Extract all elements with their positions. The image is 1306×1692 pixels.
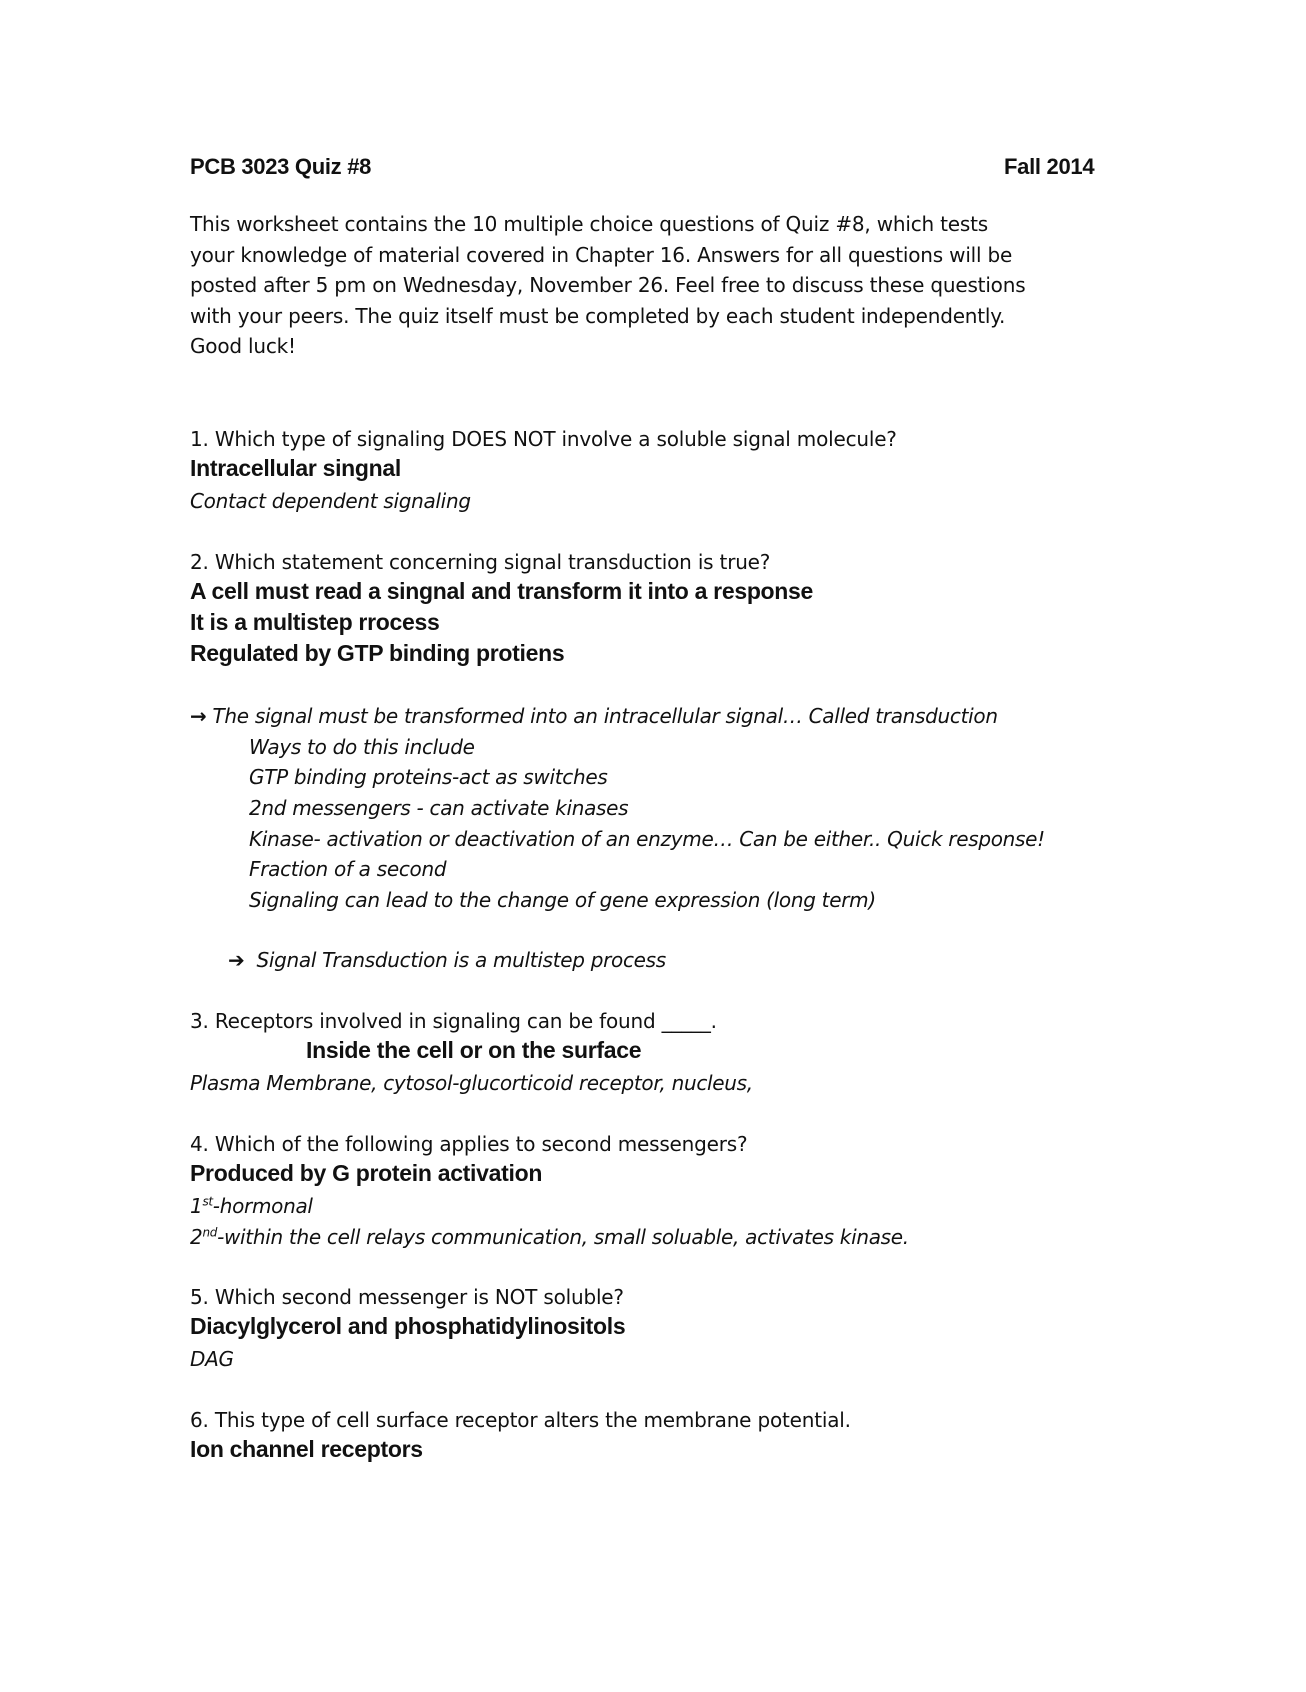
answer-text: Inside the cell or on the surface: [306, 1037, 642, 1063]
answer-text: Diacylglycerol and phosphatidylinositols: [190, 1313, 626, 1339]
note-text: The signal must be transformed into an intracellular signal… Called transduction: [212, 704, 998, 728]
question-text: 4. Which of the following applies to second messengers?: [190, 1132, 748, 1156]
question-text: 2. Which statement concerning signal transduction is true?: [190, 550, 771, 574]
arrow-icon: ➔: [228, 948, 245, 972]
answer-text: It is a multistep rrocess: [190, 609, 440, 635]
note-text: -hormonal: [212, 1194, 313, 1218]
answer-note: Plasma Membrane, cytosol-glucorticoid receptor, nucleus,: [190, 1071, 753, 1095]
answer-text: Ion channel receptors: [190, 1436, 423, 1462]
intro-line: Good luck!: [190, 334, 296, 358]
note-item: 2nd messengers - can activate kinases: [249, 796, 629, 820]
note-item: Signaling can lead to the change of gene expression (long term): [249, 888, 876, 912]
term-label: Fall 2014: [1004, 154, 1095, 179]
answer-note: [190, 704, 998, 728]
ordinal-suffix: nd: [202, 1225, 218, 1240]
answer-note: [190, 1194, 313, 1218]
answer-note: [228, 948, 666, 972]
ordinal-number: 1: [190, 1194, 203, 1218]
question-text: 5. Which second messenger is NOT soluble?: [190, 1285, 624, 1309]
ordinal-suffix: st: [202, 1194, 213, 1209]
note-item: Fraction of a second: [249, 857, 447, 881]
arrow-icon: →: [190, 704, 207, 728]
intro-line: posted after 5 pm on Wednesday, November 26. Feel free to discuss these questions: [190, 273, 1026, 297]
intro-line: with your peers. The quiz itself must be completed by each student independently.: [190, 304, 1006, 328]
intro-line: your knowledge of material covered in Chapter 16. Answers for all questions will be: [190, 243, 1013, 267]
answer-text: Regulated by GTP binding protiens: [190, 640, 565, 666]
course-title: PCB 3023 Quiz #8: [190, 154, 372, 179]
answer-text: Intracellular singnal: [190, 455, 401, 481]
answer-note: Contact dependent signaling: [190, 489, 471, 513]
note-item: Kinase- activation or deactivation of an enzyme… Can be either.. Quick response!: [249, 827, 1045, 851]
ordinal-number: 2: [190, 1225, 203, 1249]
answer-text: A cell must read a singnal and transform it into a response: [190, 578, 814, 604]
note-item: GTP binding proteins-act as switches: [249, 765, 608, 789]
answer-text: Produced by G protein activation: [190, 1160, 543, 1186]
intro-line: This worksheet contains the 10 multiple choice questions of Quiz #8, which tests: [190, 212, 988, 236]
note-item: Ways to do this include: [249, 735, 475, 759]
question-text: 1. Which type of signaling DOES NOT involve a soluble signal molecule?: [190, 427, 897, 451]
question-text: 6. This type of cell surface receptor alters the membrane potential.: [190, 1408, 851, 1432]
answer-note: DAG: [190, 1347, 234, 1371]
note-text: -within the cell relays communication, small soluable, activates kinase.: [217, 1225, 909, 1249]
question-text: 3. Receptors involved in signaling can be found _____.: [190, 1009, 717, 1033]
note-text: Signal Transduction is a multistep process: [256, 948, 666, 972]
answer-note: [190, 1225, 909, 1249]
